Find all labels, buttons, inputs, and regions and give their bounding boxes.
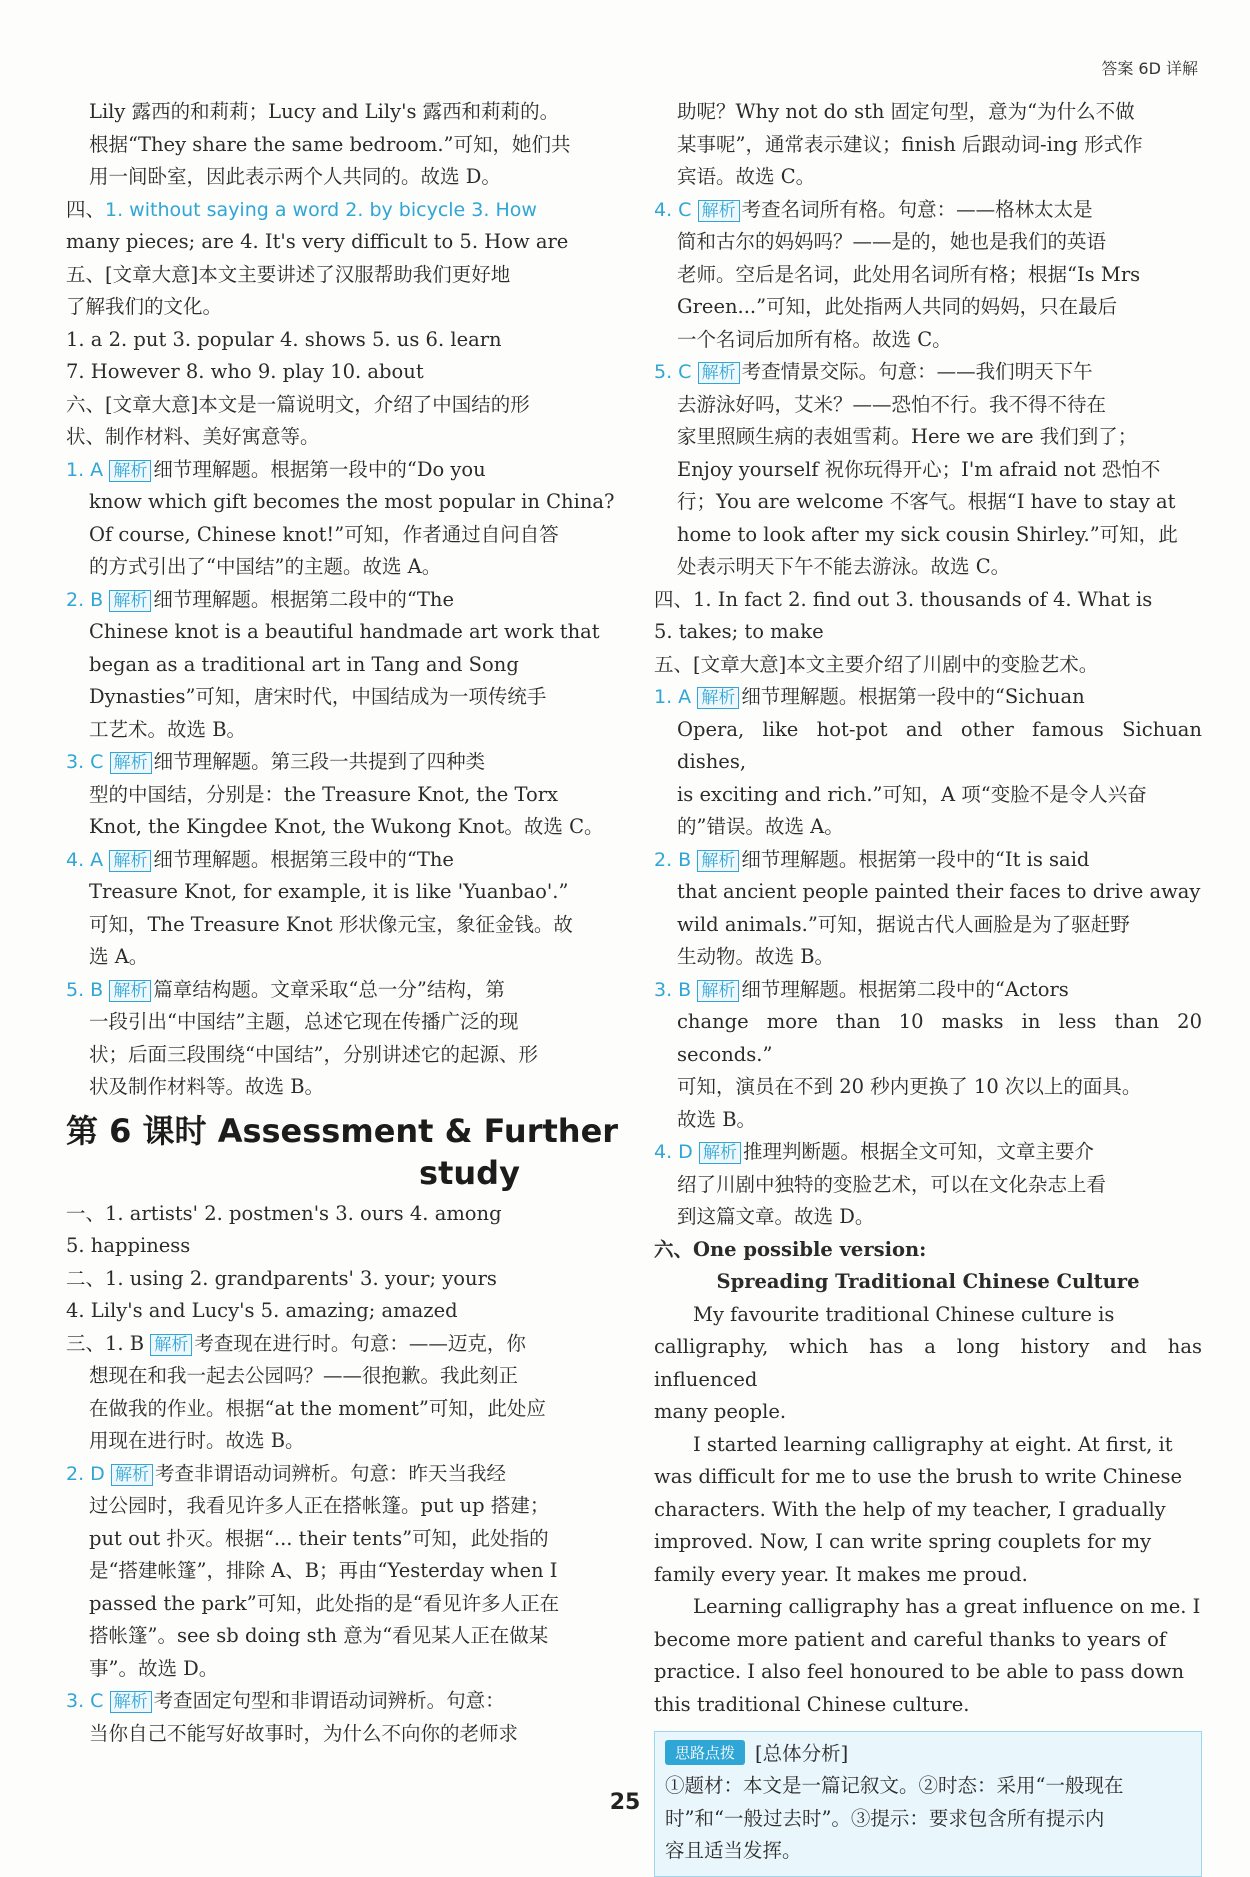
question-5: 5. C 解析 考查情景交际。句意：——我们明天下午 [654, 360, 1093, 383]
text-line: home to look after my sick cousin Shirley.”可知，此 [677, 522, 1178, 546]
tip-title: [总体分析] [755, 1742, 849, 1765]
text-line: know which gift becomes the most popular in China? [89, 490, 615, 513]
text-line: began as a traditional art in Tang and Song [89, 652, 519, 676]
analysis-tag: 解析 [109, 460, 151, 482]
text-line: Knot, the Kingdee Knot, the Wukong Knot。故选 C。 [89, 815, 604, 838]
text-line: 的方式引出了“中国结”的主题。故选 A。 [89, 555, 442, 578]
analysis-tag: 解析 [697, 980, 739, 1002]
text-line: 状及制作材料等。故选 B。 [89, 1075, 325, 1098]
text-line: 去游泳好吗，艾米？——恐怕不行。我不得不待在 [677, 392, 1107, 416]
text-line: 时”和“一般过去时”。③提示：要求包含所有提示内 [665, 1806, 1105, 1830]
text-line: 可知，演员在不到 20 秒内更换了 10 次以上的面具。 [677, 1075, 1142, 1098]
question-3: 3. B 解析 细节理解题。根据第二段中的“Actors [654, 977, 1069, 1001]
text-line: 老师。空后是名词，此处用名词所有格；根据“Is Mrs [677, 262, 1141, 286]
question-1: 1. A 解析 细节理解题。根据第一段中的“Do you [66, 457, 486, 481]
section-5-summary: 五、[文章大意]本文主要介绍了川剧中的变脸艺术。 [654, 652, 1099, 676]
text-line: many people. [654, 1400, 787, 1423]
text-line: put out 扑灭。根据“... their tents”可知，此处指的 [89, 1526, 549, 1550]
text-line: 型的中国结，分别是：the Treasure Knot, the Torx [89, 782, 559, 806]
text-line: 简和古尔的妈妈吗？——是的，她也是我们的英语 [677, 230, 1107, 253]
text-line: characters. With the help of my teacher, I gradually [654, 1497, 1166, 1521]
text-line: 到这篇文章。故选 D。 [677, 1205, 875, 1228]
text-line: Treasure Knot, for example, it is like 'Yuanbao'.” [89, 880, 569, 903]
text-line: 家里照顾生病的表姐雪莉。Here we are 我们到了； [677, 425, 1138, 448]
text-line: 行；You are welcome 不客气。根据“I have to stay at [677, 490, 1176, 513]
text-line: improved. Now, I can write spring couplets for my [654, 1530, 1152, 1553]
question-2: 2. B 解析 细节理解题。根据第二段中的“The [66, 587, 454, 611]
analysis-tag: 解析 [697, 850, 739, 872]
question-3-3: 3. C 解析 考查固定句型和非谓语动词辨析。句意： [66, 1689, 505, 1712]
question-4: 4. C 解析 考查名词所有格。句意：——格林太太是 [654, 197, 1093, 221]
text-line: was difficult for me to use the brush to write Chinese [654, 1465, 1183, 1488]
text-line: 搭帐篷”。see sb doing sth 意为“看见某人正在做某 [89, 1624, 549, 1647]
section-6-summary: 状、制作材料、美好寓意等。 [66, 425, 320, 448]
essay-paragraph [654, 1429, 1202, 1592]
text-line: 生动物。故选 B。 [677, 945, 835, 968]
analysis-tag: 解析 [150, 1334, 192, 1356]
text-line: 根据“They share the same bedroom.”可知，她们共 [89, 132, 571, 156]
text-line: Enjoy yourself 祝你玩得开心；I'm afraid not 恐怕不 [677, 457, 1161, 481]
text-line: 可知，The Treasure Knot 形状像元宝，象征金钱。故 [89, 912, 573, 936]
text-line: ①题材：本文是一篇记叙文。②时态：采用“一般现在 [665, 1774, 1124, 1797]
text-line: calligraphy, which has a long history and has influenced [654, 1335, 1202, 1391]
text-line: 某事呢”，通常表示建议；finish 后跟动词-ing 形式作 [677, 132, 1143, 156]
section-6-summary: 六、[文章大意]本文是一篇说明文，介绍了中国结的形 [66, 392, 530, 416]
question-4: 4. A 解析 细节理解题。根据第三段中的“The [66, 847, 454, 871]
analysis-tag: 解析 [698, 200, 740, 222]
text-line: Lily 露西的和莉莉；Lucy and Lily's 露西和莉莉的。 [89, 100, 560, 123]
text-line: family every year. It makes me proud. [654, 1562, 1028, 1586]
section-4-line: many pieces; are 4. It's very difficult to 5. How are [66, 230, 569, 253]
text-line: Opera, like hot-pot and other famous Sichuan dishes, [677, 717, 1202, 773]
answer-line: 二、1. using 2. grandparents' 3. your; yours [66, 1266, 497, 1290]
text-line: passed the park”可知，此处指的是“看见许多人正在 [89, 1591, 560, 1615]
left-column [66, 96, 623, 1750]
section-5-summary: 五、[文章大意]本文主要讲述了汉服帮助我们更好地 [66, 262, 511, 286]
text-line: Chinese knot is a beautiful handmade art work that [89, 620, 600, 643]
essay-paragraph [654, 1591, 1202, 1721]
page-number: 25 [609, 1790, 641, 1815]
text-line: Dynasties”可知，唐宋时代，中国结成为一项传统手 [89, 685, 547, 708]
text-line: wild animals.”可知，据说古代人画脸是为了驱赶野 [677, 912, 1130, 936]
text-line: 故选 B。 [677, 1107, 757, 1131]
text-line: 一个名词后加所有格。故选 C。 [677, 327, 952, 351]
question-1: 1. A 解析 细节理解题。根据第一段中的“Sichuan [654, 685, 1085, 708]
text-line: 容且适当发挥。 [665, 1839, 802, 1862]
section-6-heading: 六、One possible version: [654, 1237, 927, 1261]
question-5: 5. B 解析 篇章结构题。文章采取“总一分”结构，第 [66, 977, 505, 1001]
question-3-2: 2. D 解析 考查非谓语动词辨析。句意：昨天当我经 [66, 1461, 507, 1485]
question-4-infer: 4. D 解析 推理判断题。根据全文可知，文章主要介 [654, 1140, 1095, 1163]
answer-line: 5. happiness [66, 1234, 191, 1257]
analysis-tag: 解析 [698, 362, 740, 384]
page-header: 答案 6D 详解 [1101, 59, 1198, 78]
text-line: 用一间卧室，因此表示两个人共同的。故选 D。 [89, 165, 501, 188]
analysis-tag: 解析 [111, 1464, 153, 1486]
text-line: My favourite traditional Chinese culture is [693, 1302, 1115, 1326]
text-line: change more than 10 masks in less than 20 seconds.” [677, 1010, 1202, 1066]
text-line: 想现在和我一起去公园吗？——很抱歉。我此刻正 [89, 1364, 519, 1387]
text-line: Learning calligraphy has a great influence on me. I [693, 1595, 1201, 1618]
answer-line: 四、1. In fact 2. find out 3. thousands of 4. What is [654, 587, 1153, 611]
right-column [654, 96, 1202, 1877]
lesson-heading: 第 6 课时 Assessment & Further study [66, 1111, 619, 1192]
text-line: 助呢？Why not do sth 固定句型，意为“为什么不做 [677, 100, 1135, 123]
text-line: I started learning calligraphy at eight. At first, it [693, 1432, 1173, 1456]
question-3: 3. C 解析 细节理解题。第三段一共提到了四种类 [66, 750, 486, 773]
text-line: 一段引出“中国结”主题，总述它现在传播广泛的现 [89, 1010, 519, 1033]
essay-title: Spreading Traditional Chinese Culture [716, 1270, 1140, 1293]
tip-icon: 思路点拨 [665, 1740, 745, 1765]
question-2: 2. B 解析 细节理解题。根据第一段中的“It is said [654, 847, 1090, 871]
analysis-tag: 解析 [109, 980, 151, 1002]
answer-line: 5. takes; to make [654, 620, 824, 643]
analysis-tag: 解析 [109, 850, 151, 872]
text-line: 事”。故选 D。 [89, 1656, 219, 1680]
answer-line: 1. a 2. put 3. popular 4. shows 5. us 6. learn [66, 327, 502, 351]
question-3-1: 三、1. B 解析 考查现在进行时。句意：——迈克，你 [66, 1331, 526, 1355]
analysis-tag: 解析 [699, 1142, 741, 1164]
text-line: 选 A。 [89, 945, 149, 968]
text-line: Of course, Chinese knot!”可知，作者通过自问自答 [89, 522, 559, 546]
text-line: 在做我的作业。根据“at the moment”可知，此处应 [89, 1396, 546, 1420]
text-line: 过公园时，我看见许多人正在搭帐篷。put up 搭建； [89, 1494, 550, 1517]
analysis-tag: 解析 [109, 590, 151, 612]
text-line: 用现在进行时。故选 B。 [89, 1429, 305, 1452]
text-line: Green...”可知，此处指两人共同的妈妈，只在最后 [677, 295, 1118, 318]
text-line: 处表示明天下午不能去游泳。故选 C。 [677, 555, 1011, 578]
analysis-tag: 解析 [697, 687, 739, 709]
text-line: 当你自己不能写好故事时，为什么不向你的老师求 [89, 1721, 519, 1745]
analysis-tag: 解析 [110, 1691, 152, 1713]
text-line: that ancient people painted their faces to drive away [677, 880, 1201, 903]
text-line: 工艺术。故选 B。 [89, 717, 247, 741]
answer-line: 4. Lily's and Lucy's 5. amazing; amazed [66, 1299, 458, 1322]
essay-paragraph [654, 1299, 1202, 1429]
answer-line: 一、1. artists' 2. postmen's 3. ours 4. among [66, 1201, 502, 1225]
text-line: 的”错误。故选 A。 [677, 815, 844, 838]
analysis-tag: 解析 [110, 752, 152, 774]
section-4-line: 四、1. without saying a word 2. by bicycle 3. How [66, 197, 537, 221]
tip-header [665, 1738, 1191, 1766]
text-line: is exciting and rich.”可知，A 项“变脸不是令人兴奋 [677, 782, 1147, 806]
text-line: practice. I also feel honoured to be able to pass down [654, 1660, 1185, 1683]
text-line: 宾语。故选 C。 [677, 165, 816, 188]
text-line: 状；后面三段围绕“中国结”，分别讲述它的起源、形 [89, 1042, 538, 1066]
text-line: 是“搭建帐篷”，排除 A、B；再由“Yesterday when I [89, 1559, 558, 1582]
text-line: this traditional Chinese culture. [654, 1692, 970, 1716]
text-line: 绍了川剧中独特的变脸艺术，可以在文化杂志上看 [677, 1172, 1107, 1196]
answer-line: 7. However 8. who 9. play 10. about [66, 360, 424, 383]
section-5-summary: 了解我们的文化。 [66, 295, 223, 318]
text-line: become more patient and careful thanks to years of [654, 1627, 1167, 1651]
